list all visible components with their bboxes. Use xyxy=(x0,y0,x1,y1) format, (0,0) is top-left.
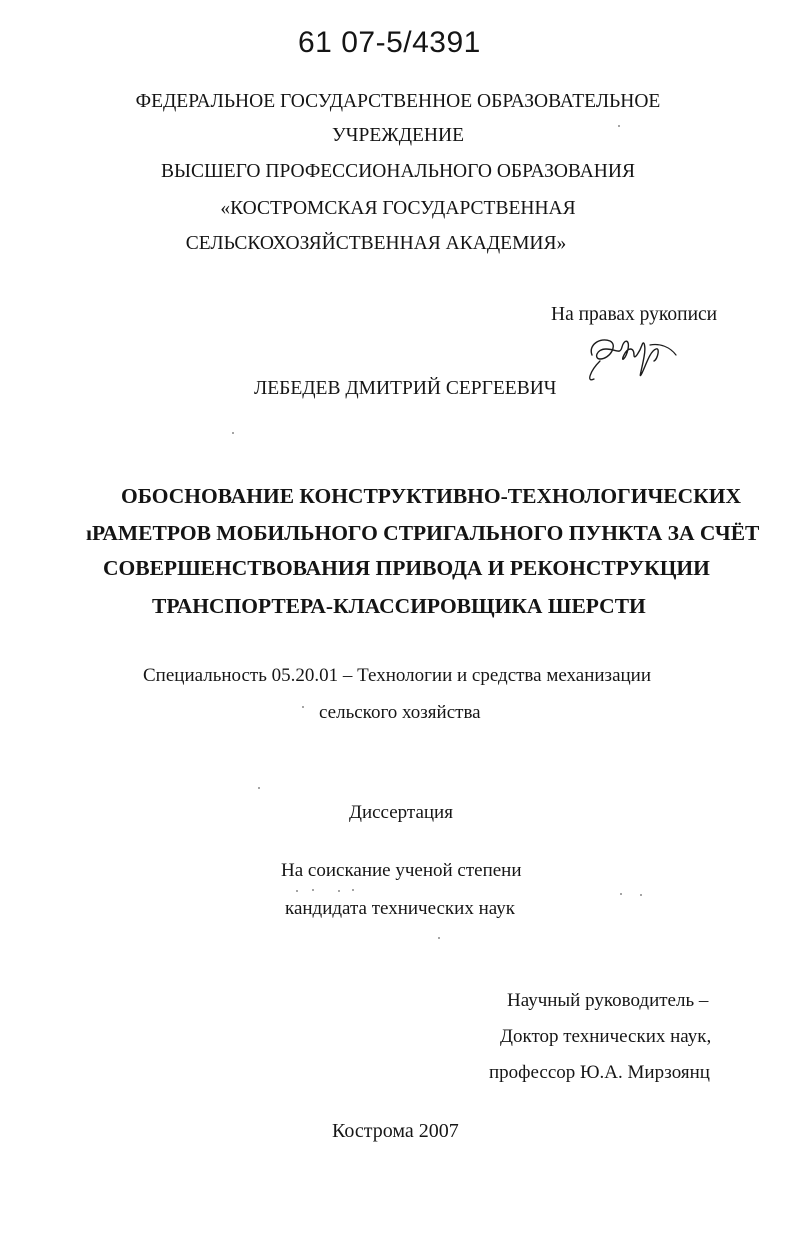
specialty-line-2: сельского хозяйства xyxy=(319,702,481,723)
scan-speck xyxy=(438,937,440,939)
manuscript-note: На правах рукописи xyxy=(551,304,718,325)
degree-line-1: На соискание ученой степени xyxy=(281,860,522,881)
document-type: Диссертация xyxy=(349,802,453,823)
supervisor-line-3: профессор Ю.А. Мирзоянц xyxy=(489,1062,710,1083)
supervisor-line-1: Научный руководитель – xyxy=(507,990,709,1011)
scan-speck xyxy=(640,894,642,896)
organization-line-4: «КОСТРОМСКАЯ ГОСУДАРСТВЕННАЯ xyxy=(220,198,576,219)
specialty-line-1: Специальность 05.20.01 – Технологии и средства механизации xyxy=(143,665,651,686)
title-line-3: СОВЕРШЕНСТВОВАНИЯ ПРИВОДА И РЕКОНСТРУКЦИИ xyxy=(103,556,710,580)
scan-speck xyxy=(338,890,340,892)
scan-speck xyxy=(618,125,620,127)
title-line-2: ıРАМЕТРОВ МОБИЛЬНОГО СТРИГАЛЬНОГО ПУНКТА ЗА СЧЁТ xyxy=(86,521,760,545)
place-year: Кострома 2007 xyxy=(332,1120,459,1142)
supervisor-line-2: Доктор технических наук, xyxy=(500,1026,712,1047)
scan-speck xyxy=(296,890,298,892)
scan-speck xyxy=(258,787,260,789)
scan-speck xyxy=(352,889,354,891)
scan-speck xyxy=(302,706,304,708)
scan-speck xyxy=(232,432,234,434)
catalog-stamp: 61 07-5/4391 xyxy=(298,26,481,59)
author-name: ЛЕБЕДЕВ ДМИТРИЙ СЕРГЕЕВИЧ xyxy=(254,378,557,399)
scan-speck xyxy=(620,893,622,895)
title-line-1: ОБОСНОВАНИЕ КОНСТРУКТИВНО-ТЕХНОЛОГИЧЕСКИХ xyxy=(121,484,741,508)
degree-line-2: кандидата технических наук xyxy=(285,898,515,919)
organization-line-1: ФЕДЕРАЛЬНОЕ ГОСУДАРСТВЕННОЕ ОБРАЗОВАТЕЛЬНОЕ xyxy=(135,91,661,112)
scan-speck xyxy=(312,889,314,891)
signature-icon xyxy=(580,325,690,395)
title-line-4: ТРАНСПОРТЕРА-КЛАССИРОВЩИКА ШЕРСТИ xyxy=(152,594,646,618)
organization-line-2: УЧРЕЖДЕНИЕ xyxy=(332,125,464,146)
organization-line-3: ВЫСШЕГО ПРОФЕССИОНАЛЬНОГО ОБРАЗОВАНИЯ xyxy=(161,161,635,182)
organization-line-5: СЕЛЬСКОХОЗЯЙСТВЕННАЯ АКАДЕМИЯ» xyxy=(185,233,567,254)
